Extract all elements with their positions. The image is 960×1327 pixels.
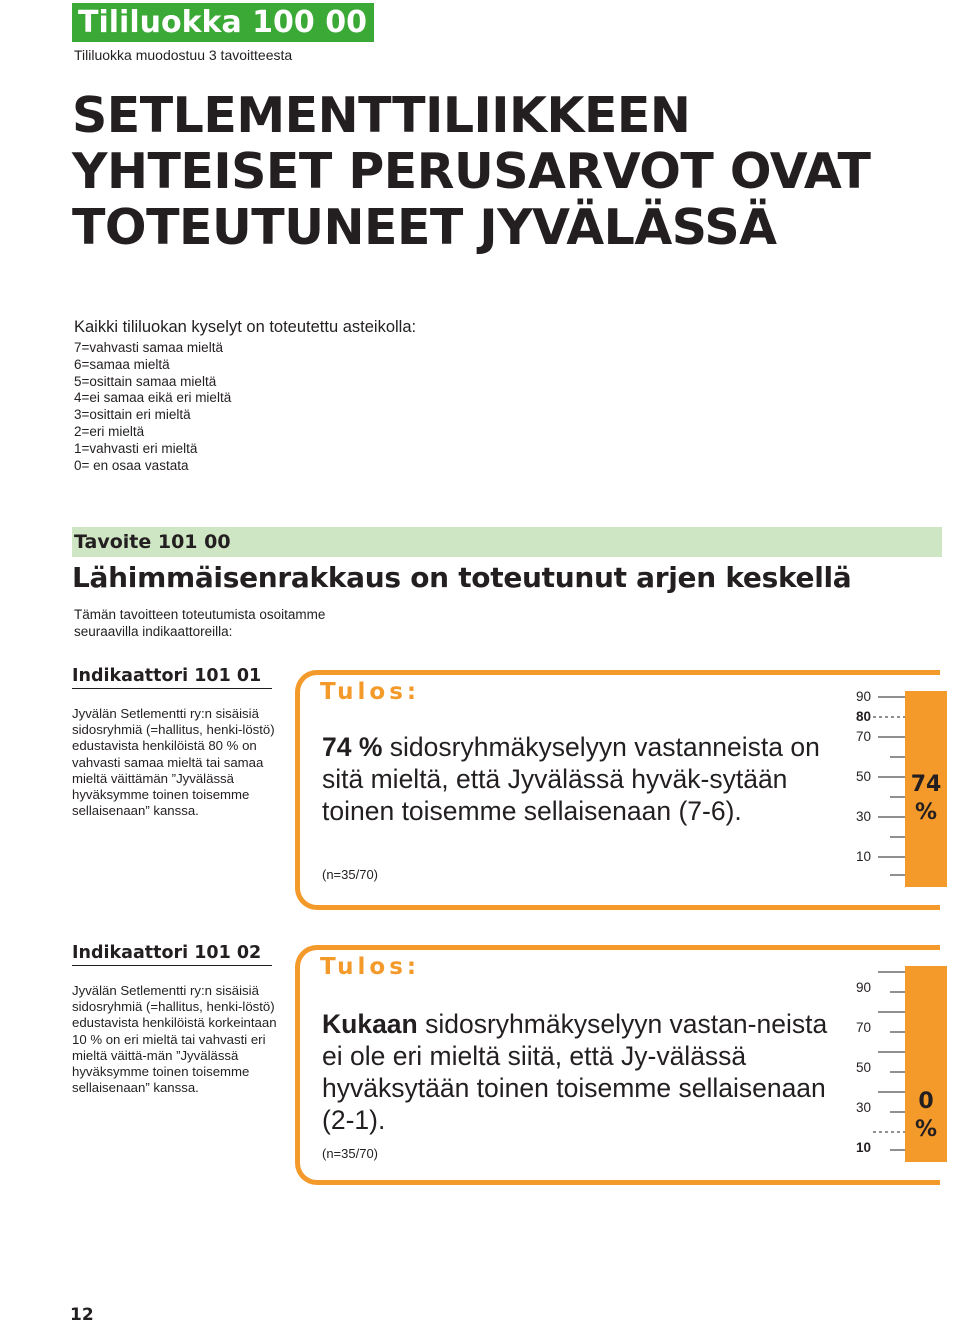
- result-highlight: 74 %: [322, 732, 383, 762]
- gauge-tick-label: 50: [856, 1060, 872, 1075]
- goal-title: Lähimmäisenrakkaus on toteutunut arjen keskellä: [72, 561, 852, 594]
- gauge-value-unit: %: [914, 1117, 938, 1142]
- result-text: [322, 731, 832, 827]
- indicator-title: Indikaattori 101 02: [72, 943, 272, 966]
- indicator-text: Jyvälän Setlementti ry:n sisäisiä sidosryhmiä (=hallitus, henki-löstö) edustavista henkilöistä korkeintaan 10 % on eri mieltä tai vahvasti eri mieltä väittä-män ”Jyvälässä hyväksymme toinen toisemme sellaisenaan” kanssa.: [72, 983, 277, 1096]
- result-highlight: Kukaan: [322, 1009, 418, 1039]
- goal-intro: Tämän tavoitteen toteutumista osoitamme seuraavilla indikaattoreilla:: [74, 607, 326, 639]
- scale-item: 1=vahvasti eri mieltä: [74, 440, 198, 456]
- gauge-value-number: 0: [918, 1089, 934, 1114]
- gauge-tick-label: 30: [856, 1100, 872, 1115]
- result-gauge: [840, 960, 940, 1160]
- scale-item: 7=vahvasti samaa mieltä: [74, 340, 223, 355]
- gauge-tick-label: 90: [856, 689, 872, 704]
- scale-item: 3=osittain eri mieltä: [74, 407, 191, 423]
- main-title-line: YHTEISET PERUSARVOT OVAT: [72, 143, 871, 200]
- gauge-tick-label: 50: [856, 769, 872, 784]
- result-body: sidosryhmäkyselyyn vastan-neista ei ole eri mieltä siitä, että Jy-välässä hyväksytään toinen toisemme sellaisenaan (2-1).: [322, 1009, 828, 1135]
- tililuokka-header: Tililuokka 100 00: [72, 3, 374, 42]
- gauge-target-label: 10: [856, 1140, 872, 1155]
- result-body: sidosryhmäkyselyyn vastanneista on sitä mieltä, että Jyvälässä hyväk-sytään toinen toisemme sellaisenaan (7-6).: [322, 732, 820, 826]
- gauge-tick-label: 70: [856, 729, 872, 744]
- gauge-tick-label: 70: [856, 1020, 872, 1035]
- result-heading: Tulos:: [320, 954, 421, 980]
- gauge-tick-label: 90: [856, 980, 872, 995]
- scale-list: [74, 340, 231, 474]
- result-text: [322, 1008, 832, 1136]
- scale-item: 2=eri mieltä: [74, 423, 145, 439]
- indicator-text: Jyvälän Setlementti ry:n sisäisiä sidosryhmiä (=hallitus, henki-löstö) edustavista henkilöistä 80 % on vahvasti samaa mieltä tai samaa mieltä väittämän ”Jyvälässä hyväksymme toinen toisemme sellaisenaan” kanssa.: [72, 706, 275, 819]
- scale-intro: Kaikki tililuokan kyselyt on toteutettu asteikolla:: [74, 318, 417, 336]
- main-title: [72, 88, 942, 256]
- scale-item: 4=ei samaa eikä eri mieltä: [74, 390, 232, 406]
- gauge-target-label: 80: [856, 709, 872, 724]
- gauge-tick-label: 30: [856, 809, 872, 824]
- tililuokka-subtitle: Tililuokka muodostuu 3 tavoitteesta: [74, 47, 293, 63]
- main-title-line: TOTEUTUNEET JYVÄLÄSSÄ: [72, 199, 777, 256]
- main-title-line: SETLEMENTTILIIKKEEN: [72, 87, 691, 144]
- result-heading: Tulos:: [320, 679, 421, 705]
- gauge-value-number: 74: [910, 772, 942, 797]
- result-gauge: [840, 685, 940, 885]
- gauge-value: [906, 1088, 946, 1144]
- gauge-tick-label: 10: [856, 849, 872, 864]
- scale-item: 5=osittain samaa mieltä: [74, 373, 217, 389]
- page-number: 12: [70, 1305, 94, 1325]
- scale-item: 6=samaa mieltä: [74, 356, 170, 372]
- gauge-value: [906, 771, 946, 827]
- result-box: [295, 670, 940, 910]
- goal-label: Tavoite 101 00: [72, 527, 942, 557]
- gauge-value-unit: %: [914, 800, 938, 825]
- sample-size: (n=35/70): [322, 867, 379, 882]
- result-box: [295, 945, 940, 1185]
- scale-item: 0= en osaa vastata: [74, 457, 189, 473]
- indicator-title: Indikaattori 101 01: [72, 666, 272, 689]
- sample-size: (n=35/70): [322, 1146, 379, 1161]
